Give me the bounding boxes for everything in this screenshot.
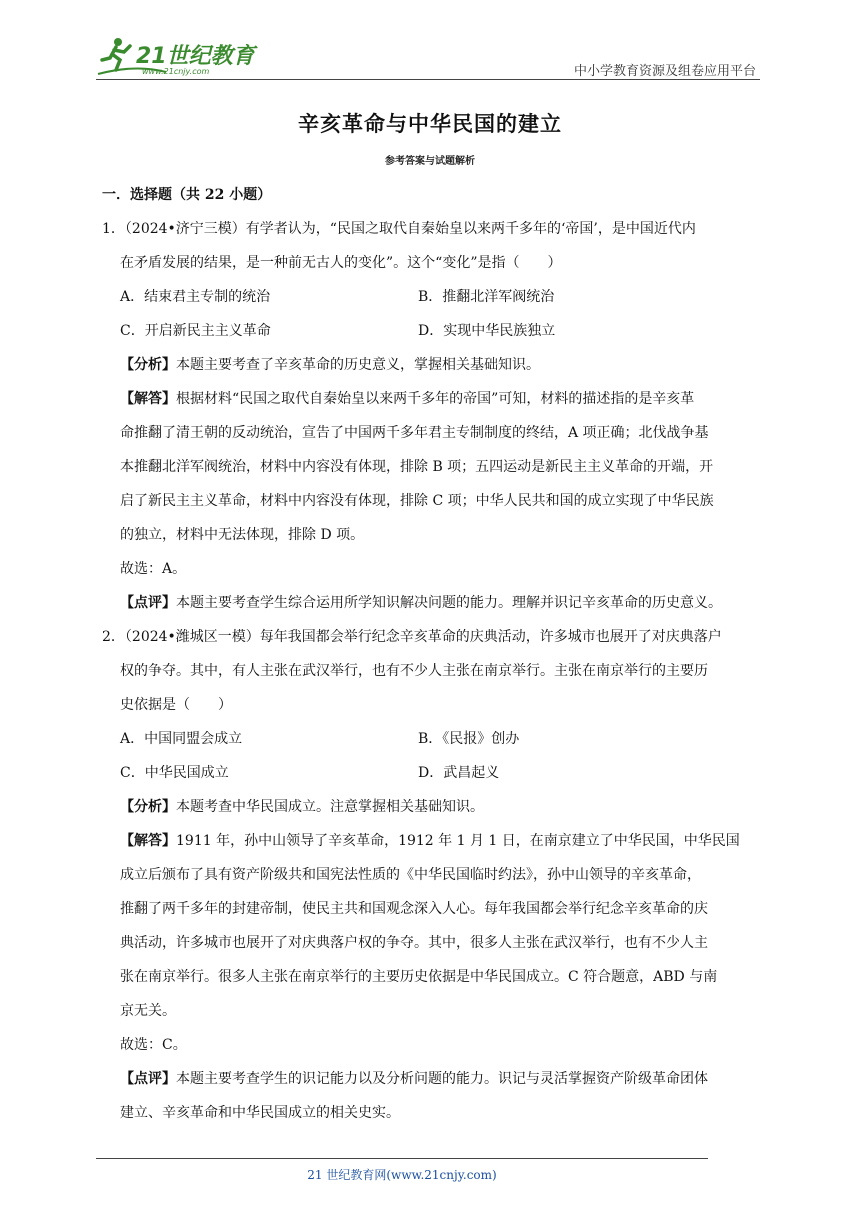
- q1-stem-line: 1．（2024•济宁三模）有学者认为，“民国之取代自秦始皇以来两千多年的‘帝国’，是中国近代内: [102, 221, 696, 237]
- comment-label: 【点评】: [120, 595, 176, 611]
- q1-options-row: [102, 280, 762, 314]
- answer-text: 1911 年，孙中山领导了辛亥革命，1912 年 1 月 1 日，在南京建立了中华民国，中华民国: [176, 833, 740, 849]
- q1-option-c: C．开启新民主主义革命: [120, 323, 271, 339]
- page-header: [96, 34, 760, 80]
- answer-label: 【解答】: [120, 391, 176, 407]
- q1-option-d: D．实现中华民族独立: [418, 323, 556, 339]
- q2-option-b: B．《民报》创办: [418, 731, 520, 747]
- footer-link[interactable]: 21 世纪教育网(www.21cnjy.com): [307, 1168, 497, 1182]
- q1-option-a: A．结束君主专制的统治: [120, 289, 271, 305]
- document-title: 辛亥革命与中华民国的建立: [298, 111, 562, 136]
- analysis-label: 【分析】: [120, 357, 176, 373]
- q2-option-d: D．武昌起义: [418, 765, 500, 781]
- document-subtitle: 参考答案与试题解析: [385, 156, 475, 167]
- q2-stem-line: 2．（2024•潍城区一模）每年我国都会举行纪念辛亥革命的庆典活动，许多城市也展开了对庆典落户: [102, 629, 722, 645]
- q1-choice: 故选：A。: [120, 561, 187, 577]
- q1-answer-line: 的独立，材料中无法体现，排除 D 项。: [120, 527, 365, 543]
- q1-answer-line: 本推翻北洋军阀统治，材料中内容没有体现，排除 B 项；五四运动是新民主主义革命的开端，开: [120, 459, 714, 475]
- comment-text: 本题主要考查学生综合运用所学知识解决问题的能力。理解并识记辛亥革命的历史意义。: [176, 595, 722, 611]
- q2-stem-line: 权的争夺。其中，有人主张在武汉举行，也有不少人主张在南京举行。主张在南京举行的主要历: [120, 663, 708, 679]
- logo-runner-icon: [96, 34, 266, 78]
- answer-text: 根据材料“民国之取代自秦始皇以来两千多年的帝国”可知，材料的描述指的是辛亥革: [176, 391, 695, 407]
- q1-analysis: [102, 348, 762, 382]
- q2-answer-line: 典活动，许多城市也展开了对庆典落户权的争夺。其中，很多人主张在武汉举行，也有不少人主: [120, 935, 708, 951]
- comment-label: 【点评】: [120, 1071, 176, 1087]
- footer-divider: [96, 1158, 708, 1159]
- question-content: [102, 212, 762, 1130]
- site-logo[interactable]: [96, 34, 266, 78]
- q2-answer-line: 成立后颁布了具有资产阶级共和国宪法性质的《中华民国临时约法》，孙中山领导的辛亥革命，: [120, 867, 701, 883]
- q1-option-b: B．推翻北洋军阀统治: [418, 289, 555, 305]
- analysis-label: 【分析】: [120, 799, 176, 815]
- platform-label: 中小学教育资源及组卷应用平台: [573, 64, 756, 79]
- q2-option-c: C．中华民国成立: [120, 765, 229, 781]
- logo-text: 21世纪教育: [136, 44, 255, 69]
- analysis-text: 本题主要考查了辛亥革命的历史意义，掌握相关基础知识。: [176, 357, 540, 373]
- q1-stem-line: 在矛盾发展的结果，是一种前无古人的变化”。这个“变化”是指（ ）: [120, 255, 562, 271]
- q2-options-row: [102, 756, 762, 790]
- q2-comment-line: 建立、辛亥革命和中华民国成立的相关史实。: [120, 1105, 400, 1121]
- section-heading: 一．选择题（共 22 小题）: [102, 187, 272, 203]
- answer-label: 【解答】: [120, 833, 176, 849]
- q1-answer-line: 命推翻了清王朝的反动统治，宣告了中国两千多年君主专制制度的终结，A 项正确；北伐战争基: [120, 425, 709, 441]
- q2-answer-line: 京无关。: [120, 1003, 176, 1019]
- q2-stem-line: 史依据是（ ）: [120, 697, 232, 713]
- q1-options-row: [102, 314, 762, 348]
- q2-analysis: [102, 790, 762, 824]
- q2-answer-line: 推翻了两千多年的封建帝制，使民主共和国观念深入人心。每年我国都会举行纪念辛亥革命的庆: [120, 901, 708, 917]
- header-divider: [96, 79, 760, 80]
- logo-url: www.21cnjy.com: [142, 67, 210, 76]
- q1-comment: [102, 586, 762, 620]
- q2-answer-line: 张在南京举行。很多人主张在南京举行的主要历史依据是中华民国成立。C 符合题意，ABD 与南: [120, 969, 718, 985]
- analysis-text: 本题考查中华民国成立。注意掌握相关基础知识。: [176, 799, 484, 815]
- comment-text: 本题主要考查学生的识记能力以及分析问题的能力。识记与灵活掌握资产阶级革命团体: [176, 1071, 708, 1087]
- q2-choice: 故选：C。: [120, 1037, 187, 1053]
- q2-options-row: [102, 722, 762, 756]
- q1-answer-line: 启了新民主主义革命，材料中内容没有体现，排除 C 项；中华人民共和国的成立实现了中华民族: [120, 493, 714, 509]
- q2-comment: [102, 1062, 762, 1096]
- q2-answer: [102, 824, 762, 858]
- q2-option-a: A．中国同盟会成立: [120, 731, 243, 747]
- q1-answer: [102, 382, 762, 416]
